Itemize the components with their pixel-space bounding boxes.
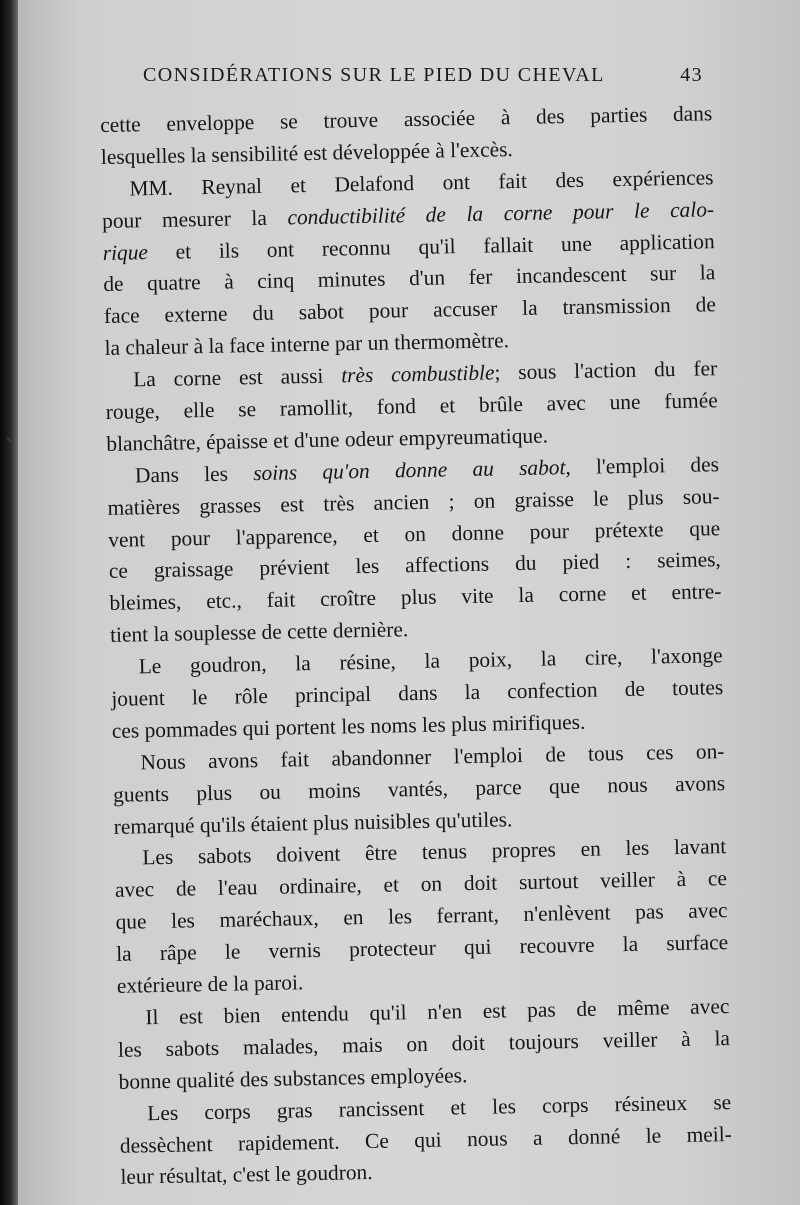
- text-segment: matières grasses est très ancien ; on graisse le plus sou-: [107, 483, 720, 520]
- text-segment: , l'emploi des: [565, 451, 720, 479]
- text-segment: de quatre à cinq minutes d'un fer incandescent sur la: [103, 260, 716, 297]
- text-segment: guents plus ou moins vantés, parce que nous avons: [112, 770, 726, 807]
- text-segment: Il est bien entendu qu'il n'en est pas de même avec: [145, 994, 730, 1030]
- text-segment: la râpe le vernis protecteur qui recouvre la surface: [115, 930, 729, 966]
- text-segment: Les corps gras rancissent et les corps résineux se: [147, 1089, 732, 1125]
- text-segment: face externe du sabot pour accuser la transmission de: [103, 292, 717, 329]
- text-segment: bleimes, etc., fait croître plus vite la corne et entre-: [109, 579, 722, 616]
- body-text: [100, 98, 733, 1194]
- text-segment: leur résultat, c'est le goudron.: [120, 1160, 373, 1190]
- running-head: [143, 64, 703, 87]
- text-segment: ce graissage prévient les affections du pied : seimes,: [108, 547, 721, 584]
- text-segment: remarqué qu'ils étaient plus nuisibles qu'utiles.: [113, 806, 513, 839]
- text-segment: cette enveloppe se trouve associée à des parties dans: [100, 101, 713, 137]
- page-number: 43: [680, 64, 703, 86]
- text-segment: ces pommades qui portent les noms les plus mirifiques.: [111, 709, 586, 743]
- text-segment: jouent le rôle principal dans la confection de toutes: [111, 675, 724, 711]
- text-segment: et ils ont reconnu qu'il fallait une application: [147, 228, 715, 264]
- italic-text: conductibilité de la corne pour le calo-: [287, 196, 715, 230]
- book-page: [18, 0, 800, 1205]
- text-segment: lesquelles la sensibilité est développée à l'excès.: [100, 136, 513, 169]
- text-segment: que les maréchaux, en les ferrant, n'enlèvent pas avec: [115, 898, 728, 935]
- text-segment: Dans les: [134, 460, 254, 488]
- text-segment: tient la souplesse de cette dernière.: [109, 617, 409, 648]
- text-segment: pour mesurer la: [101, 205, 288, 233]
- text-segment: vent pour l'apparence, et on donne pour prétexte que: [108, 515, 721, 552]
- text-segment: Le goudron, la résine, la poix, la cire, l'axonge: [138, 643, 723, 679]
- book-binding-shadow: [0, 0, 18, 1205]
- text-segment: blanchâtre, épaisse et d'une odeur empyreumatique.: [106, 423, 549, 456]
- italic-text: soins qu'on donne au sabot: [252, 454, 566, 485]
- text-segment: La corne est aussi: [132, 363, 342, 392]
- text-segment: MM. Reynal et Delafond ont fait des expériences: [129, 165, 714, 201]
- text-segment: Nous avons fait abandonner l'emploi de tous ces on-: [140, 738, 725, 775]
- text-segment: ; sous l'action du fer: [494, 356, 718, 385]
- text-segment: la chaleur à la face interne par un thermomètre.: [104, 328, 510, 361]
- italic-text: rique: [102, 239, 149, 265]
- text-segment: Les sabots doivent être tenus propres en les lavant: [142, 834, 727, 870]
- margin-mark: ⸜: [6, 430, 13, 446]
- text-segment: extérieure de la paroi.: [116, 970, 304, 998]
- text-segment: dessèchent rapidement. Ce qui nous a donné le meil-: [119, 1121, 732, 1158]
- text-segment: les sabots malades, mais on doit toujours veiller à la: [117, 1025, 731, 1062]
- text-segment: avec de l'eau ordinaire, et on doit surtout veiller à ce: [114, 866, 728, 903]
- italic-text: très combustible: [340, 360, 495, 388]
- text-segment: bonne qualité des substances employées.: [118, 1062, 468, 1094]
- running-head-title: CONSIDÉRATIONS SUR LE PIED DU CHEVAL: [143, 64, 605, 86]
- text-segment: rouge, elle se ramollit, fond et brûle avec une fumée: [105, 388, 718, 424]
